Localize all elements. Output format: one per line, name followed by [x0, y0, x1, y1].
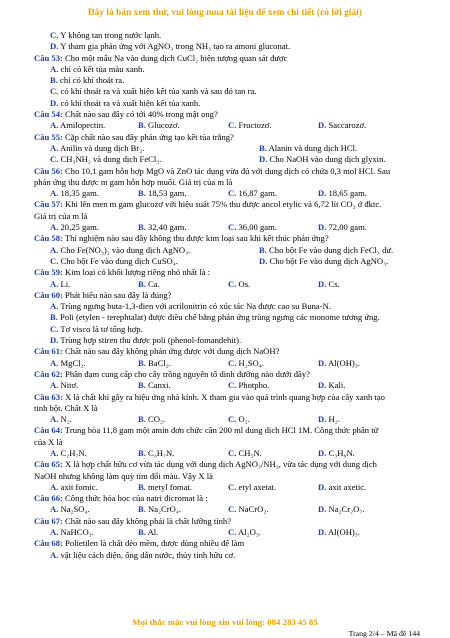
question-58: Câu 58: Thí nghiệm nào sau đây không thu được kim loại sau khi kết thúc phản ứng? — [34, 233, 329, 244]
options-row: A. 20,25 gam. B. 32,40 gam. C. 36,00 gam. D. 72,00 gam. — [50, 222, 367, 233]
option-a: A. vật liệu cách điện, ống dẫn nước, thủy tinh hữu cơ. — [50, 549, 236, 560]
question-65-cont: NaOH nhưng không làm quỳ tím đổi màu. Vậy X là — [34, 470, 213, 481]
options-row: C. Cho bột Fe vào dung dịch CuSO₄. D. Cho bột Fe vào dung dịch AgNO₃. — [50, 255, 389, 266]
question-57-cont: Giá trị của m là — [34, 210, 88, 221]
options-row: A. C₂H₇N. B. C₃H₇N. C. CH₅N. D. C₃H₉N. — [50, 447, 355, 458]
option-b: B. Poli (etylen - terephtalat) được điều chế bằng phản ứng trùng ngưng các monome tương ứng. — [50, 312, 380, 323]
question-68: Câu 68: Polietilen là chất dẻo mềm, được dùng nhiều để làm — [34, 538, 245, 549]
options-row: A. Na₂SO₄. B. Na₂CrO₄. C. NaCrO₂. D. Na₂Cr₂O₇. — [50, 504, 365, 515]
options-row: A. Li. B. Ca. C. Os. D. Cs. — [50, 278, 340, 289]
options-row: A. N₂. B. CO₂. C. O₂. D. H₂. — [50, 414, 340, 425]
question-63-cont: tinh bột. Chất X là — [34, 402, 98, 413]
question-56-cont: phản ứng thu được m gam hỗn hợp muối. Giá trị của m là — [34, 176, 233, 187]
options-row: A. 18,35 gam. B. 18,53 gam. C. 16,87 gam. D. 18,65 gam. — [50, 188, 367, 199]
question-64: Câu 64: Trung hòa 11,8 gam một amin đơn chức cần 200 ml dung dịch HCl 1M. Công thức phân tử — [34, 425, 379, 436]
question-55: Câu 55: Cặp chất nào sau đây phản ứng tạo kết tủa trắng? — [34, 131, 234, 142]
option-a: A. Trùng ngưng buta-1,3-đien với acrilonitrin có xúc tác Na được cao su Buna-N. — [50, 301, 331, 312]
options-row: A. Cho Fe(NO₃)₂ vào dung dịch AgNO₃. B. Cho bột Fe vào dung dịch FeCl₃ dư. — [50, 244, 394, 255]
option-b: B. chỉ có khí thoát ra. — [50, 75, 125, 86]
option-d: D. Trùng hợp stiren thu được poli (phenol-fomandehit). — [50, 335, 242, 346]
question-60: Câu 60: Phát biểu nào sau đây là đúng? — [34, 289, 172, 300]
question-63: Câu 63: X là chất khí gây ra hiệu ứng nhà kính. X tham gia vào quá trình quang hợp của cây xanh tạo — [34, 391, 385, 402]
preview-banner: Đây là bản xem thử, vui lòng mua tài liệu để xem chi tiết (có lời giải) — [87, 7, 363, 17]
question-61: Câu 61: Chất nào sau đây không phản ứng được với dung dịch NaOH? — [34, 346, 280, 357]
question-59: Câu 59: Kim loại có khối lượng riêng nhỏ nhất là : — [34, 267, 211, 278]
question-54: Câu 54: Chất nào sau đây có tới 40% trong mật ong? — [34, 109, 218, 120]
page-number: Trang 2/4 – Mã đề 144 — [348, 629, 420, 638]
option-c: C. Y không tan trong nước lạnh. — [50, 30, 162, 40]
question-56: Câu 56: Cho 10,1 gam hỗn hợp MgO và ZnO tác dụng vừa đủ với dung dịch có chứa 0,3 mol HCl. Sau — [34, 165, 391, 176]
options-row: A. NaHCO₃. B. Al. C. Al₂O₃. D. Al(OH)₃. — [50, 527, 360, 538]
option-c: C. Tơ visco là tơ tổng hợp. — [50, 323, 143, 334]
question-57: Câu 57: Khi lên men m gam glucozơ với hiệu suất 75% thu được ancol etylic và 6,72 lít CO₂ ở đktc. — [34, 199, 382, 210]
option-a: A. chỉ có kết tủa màu xanh. — [50, 63, 145, 74]
question-53: Câu 53: Cho một mẩu Na vào dung dịch CuCl₂ hiện tượng quan sát được — [34, 52, 288, 63]
question-64-cont: của X là — [34, 436, 63, 447]
option-d: D. có khí thoát ra và xuất hiện kết tủa xanh. — [50, 97, 201, 108]
options-row: A. axit fomic. B. metyl fomat. C. etyl axetat. D. axit axetic. — [50, 481, 367, 492]
contact-note: Mọi thắc mắc vui lòng xin vui lòng: 084 283 45 85 — [132, 617, 318, 627]
options-row: A. Anilin và dung dịch Br₂. B. Alanin và dung dịch HCl. — [50, 142, 358, 153]
question-65: Câu 65: X là hợp chất hữu cơ vừa tác dụng với dung dịch AgNO₃/NH₃, vừa tác dụng với dung dịch — [34, 459, 377, 470]
option-d: D. Y tham gia phản ứng với AgNO₃ trong NH₃ tạo ra amoni gluconat. — [50, 41, 291, 52]
option-c: C. có khí thoát ra và xuất hiện kết tủa xanh và sau đó tan ra. — [50, 86, 257, 97]
options-row: A. Amilopectin. B. Glucozơ. C. Fructozơ. D. Saccarozơ. — [50, 120, 367, 131]
options-row: A. Nitơ. B. Canxi. C. Photpho. D. Kali. — [50, 380, 346, 391]
question-62: Câu 62: Phân đạm cung cấp cho cây trồng nguyên tố dinh dưỡng nào dưới đây? — [34, 368, 310, 379]
question-list — [34, 30, 420, 561]
question-66: Câu 66: Công thức hóa học của natri đicromat là : — [34, 493, 208, 504]
options-row: C. CH₃NH₂ và dung dịch FeCl₃. D. Cho NaOH vào dung dịch glyxin. — [50, 154, 386, 165]
question-67: Câu 67: Chất nào sau đây không phải là chất lưỡng tính? — [34, 515, 232, 526]
options-row: A. MgCl₂. B. BaCl₂. C. H₂SO₄. D. Al(OH)₃. — [50, 357, 360, 368]
